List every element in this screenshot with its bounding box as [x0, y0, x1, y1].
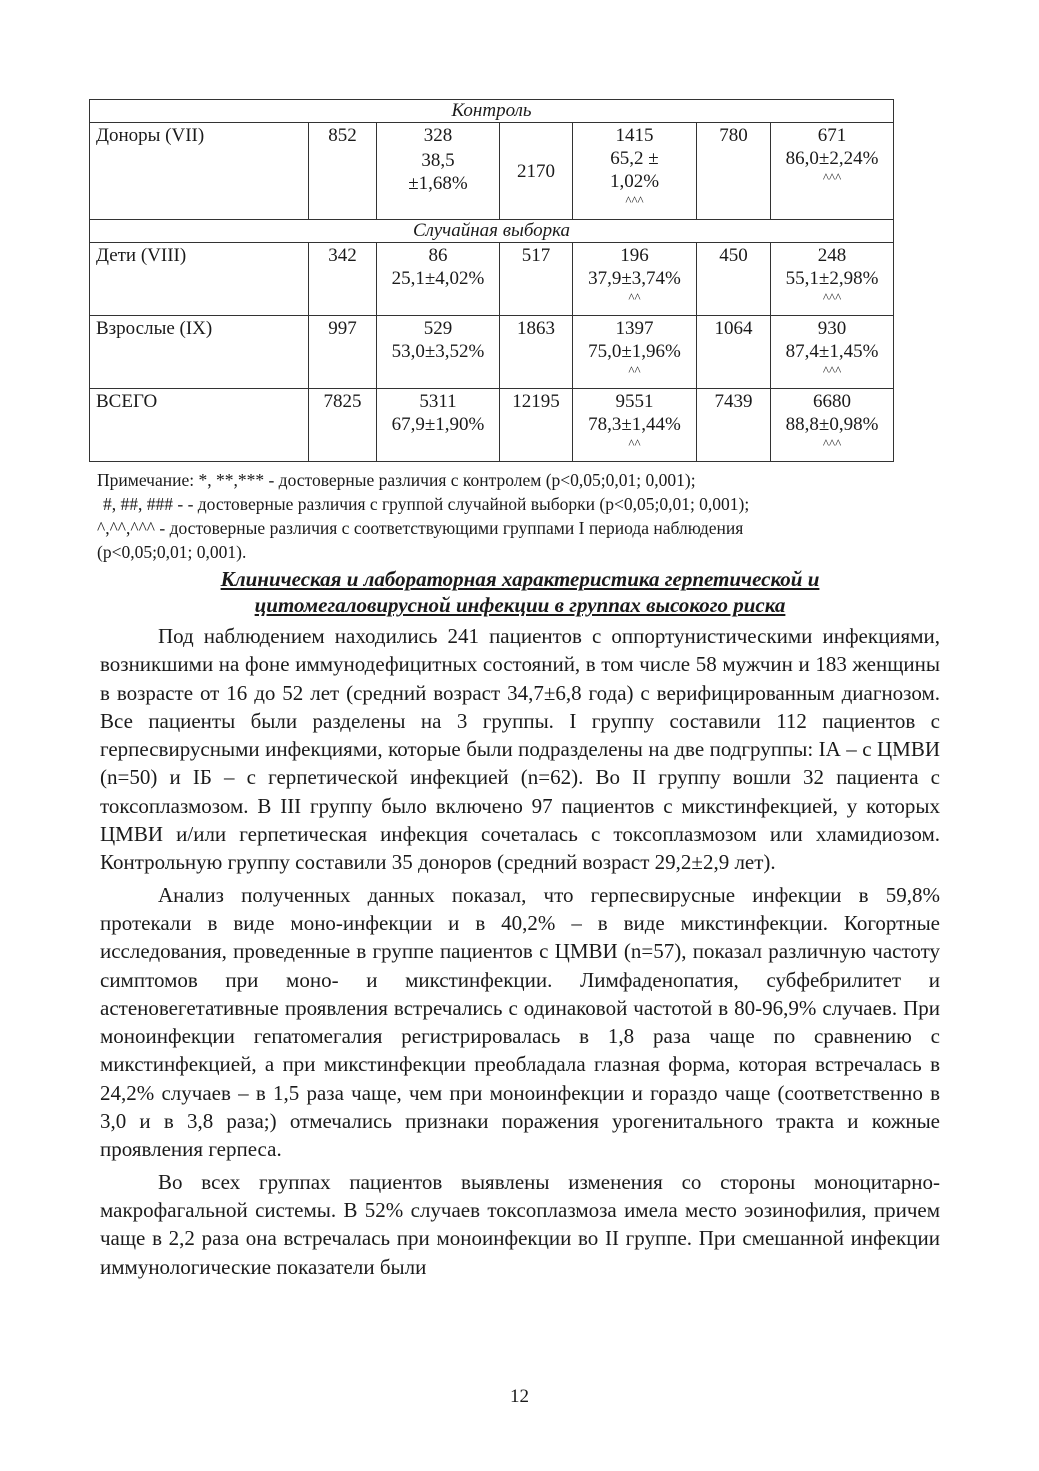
paragraph: Под наблюдением находились 241 пациентов с оппортунистическими инфекциями, возникшими на фоне иммунодефицитных состояний, в том числе 58 мужчин и 183 женщины в возрасте от 16 до 52 лет (средний возраст 34,7±6,8 года) с верифицированным диагнозом. Все пациенты были разделены на 3 группы. I группу составили 112 пациентов с герпесвирусными инфекциями, которые были подразделены на две подгруппы: IА – с ЦМВИ (n=50) и IБ – с герпетической инфекцией (n=62). Во II группу вошли 32 пациента с токсоплазмозом. В III группу было включено 97 пациентов с микстинфекцией, у которых ЦМВИ и/или герпетическая инфекция сочеталась с токсоплазмозом или хламидиозом. Контрольную группу составили 35 доноров (средний возраст 29,2±2,9 лет).: [100, 624, 940, 875]
heading-line: Клиническая и лабораторная характеристика герпетической и: [220, 567, 820, 591]
cell-value: 1,02%: [609, 171, 660, 192]
data-table: [89, 99, 894, 462]
cell-value: 5311: [419, 391, 457, 412]
table-cell: [377, 389, 500, 462]
table-cell: [573, 123, 697, 220]
significance-mark: ^^^: [822, 170, 842, 185]
table-cell: 2170: [500, 123, 573, 220]
cell-value: ±1,68%: [408, 173, 468, 194]
significance-mark: ^^^: [822, 290, 842, 305]
table-cell: 7439: [697, 389, 771, 462]
page-number: 12: [510, 1386, 529, 1407]
table-note: [97, 468, 897, 564]
note-line: Примечание: *, **,*** - достоверные различия с контролем (p<0,05;0,01; 0,001);: [97, 470, 696, 490]
cell-value: 25,1±4,02%: [391, 268, 485, 289]
note-line: #, ##, ### - - достоверные различия с группой случайной выборки (p<0,05;0,01; 0,001);: [103, 494, 750, 514]
row-label: ВСЕГО: [90, 389, 309, 462]
note-line: ^,^^,^^^ - достоверные различия с соответствующими группами I периода наблюдения: [97, 518, 744, 538]
table-cell: [771, 243, 894, 316]
section-row-control: [90, 100, 894, 123]
table-cell: 852: [309, 123, 377, 220]
cell-value: 1397: [615, 318, 654, 339]
table-cell: [573, 243, 697, 316]
cell-value: 67,9±1,90%: [391, 414, 485, 435]
cell-value: 671: [817, 125, 847, 146]
table-cell: 997: [309, 316, 377, 389]
cell-value: 37,9±3,74%: [588, 268, 681, 289]
significance-mark: ^^: [628, 290, 641, 305]
cell-value: 248: [817, 245, 847, 266]
table-cell: [771, 123, 894, 220]
cell-value: 78,3±1,44%: [588, 414, 681, 435]
cell-value: 930: [817, 318, 847, 339]
section-row-random: [90, 220, 894, 243]
table-cell: [771, 389, 894, 462]
table-cell: 12195: [500, 389, 573, 462]
cell-value: 75,0±1,96%: [588, 341, 681, 362]
cell-value: 86: [428, 245, 448, 266]
significance-mark: ^^: [628, 363, 641, 378]
cell-value: 53,0±3,52%: [391, 341, 485, 362]
cell-value: 6680: [813, 391, 852, 412]
section-title: Контроль: [90, 100, 894, 123]
row-label: Доноры (VII): [90, 123, 309, 220]
heading-line: цитомегаловирусной инфекции в группах высокого риска: [254, 593, 786, 617]
table-row: [90, 243, 894, 316]
paragraph: Анализ полученных данных показал, что герпесвирусные инфекции в 59,8% протекали в виде моно-инфекции и в 40,2% – в виде микстинфекции. Когортные исследования, проведенные в группе пациентов с ЦМВИ (n=57), показал различную частоту симптомов при моно- и микстинфекции. Лимфаденопатия, субфебрилитет и астеновегетативные проявления встречались с одинаковой частотой в 80-96,9% случаев. При моноинфекции гепатомегалия регистрировалась в 1,8 раза чаще по сравнению с микстинфекцией, а при микстинфекции преобладала глазная форма, которая встречалась в 24,2% случаев – в 1,5 раза чаще, чем при моноинфекции и гораздо чаще (соответственно в 3,0 и в 3,8 раза;) отмечались признаки поражения урогенитального тракта и кожные проявления герпеса.: [100, 882, 940, 1162]
cell-value: 55,1±2,98%: [785, 268, 879, 289]
table-cell: 7825: [309, 389, 377, 462]
table-cell: 1064: [697, 316, 771, 389]
significance-mark: ^^^: [625, 193, 644, 208]
note-line: (p<0,05;0,01; 0,001).: [97, 542, 247, 562]
table-row: [90, 123, 894, 220]
row-label: Дети (VIII): [90, 243, 309, 316]
significance-mark: ^^^: [822, 363, 842, 378]
table-cell: [573, 389, 697, 462]
cell-value: 328: [423, 125, 453, 146]
cell-value: 196: [620, 245, 649, 266]
table-cell: 1863: [500, 316, 573, 389]
table-cell: [377, 123, 500, 220]
significance-mark: ^^^: [822, 436, 842, 451]
table-cell: 450: [697, 243, 771, 316]
significance-mark: ^^: [628, 436, 641, 451]
cell-value: 529: [423, 318, 453, 339]
body-text: [100, 622, 940, 1285]
cell-value: 86,0±2,24%: [785, 148, 879, 169]
table-cell: 517: [500, 243, 573, 316]
cell-value: 9551: [615, 391, 654, 412]
table-cell: [573, 316, 697, 389]
paragraph: Во всех группах пациентов выявлены изменения со стороны моноцитарно-макрофагальной системы. В 52% случаев токсоплазмоза имела место эозинофилия, причем чаще в 2,2 раза она встречалась при моноинфекции во II группе. При смешанной инфекции иммунологические показатели были: [100, 1169, 940, 1279]
table-row: [90, 316, 894, 389]
row-label: Взрослые (IX): [90, 316, 309, 389]
cell-value: 88,8±0,98%: [785, 414, 879, 435]
cell-value: 1415: [615, 125, 654, 146]
table-cell: [377, 243, 500, 316]
table-cell: 342: [309, 243, 377, 316]
table-row-total: [90, 389, 894, 462]
table-cell: 780: [697, 123, 771, 220]
section-title: Случайная выборка: [90, 220, 894, 243]
cell-value: 87,4±1,45%: [785, 341, 879, 362]
section-heading: [100, 566, 940, 618]
table-cell: [771, 316, 894, 389]
table-cell: [377, 316, 500, 389]
cell-value: 65,2 ±: [610, 148, 659, 169]
cell-value: 38,5: [421, 150, 455, 171]
